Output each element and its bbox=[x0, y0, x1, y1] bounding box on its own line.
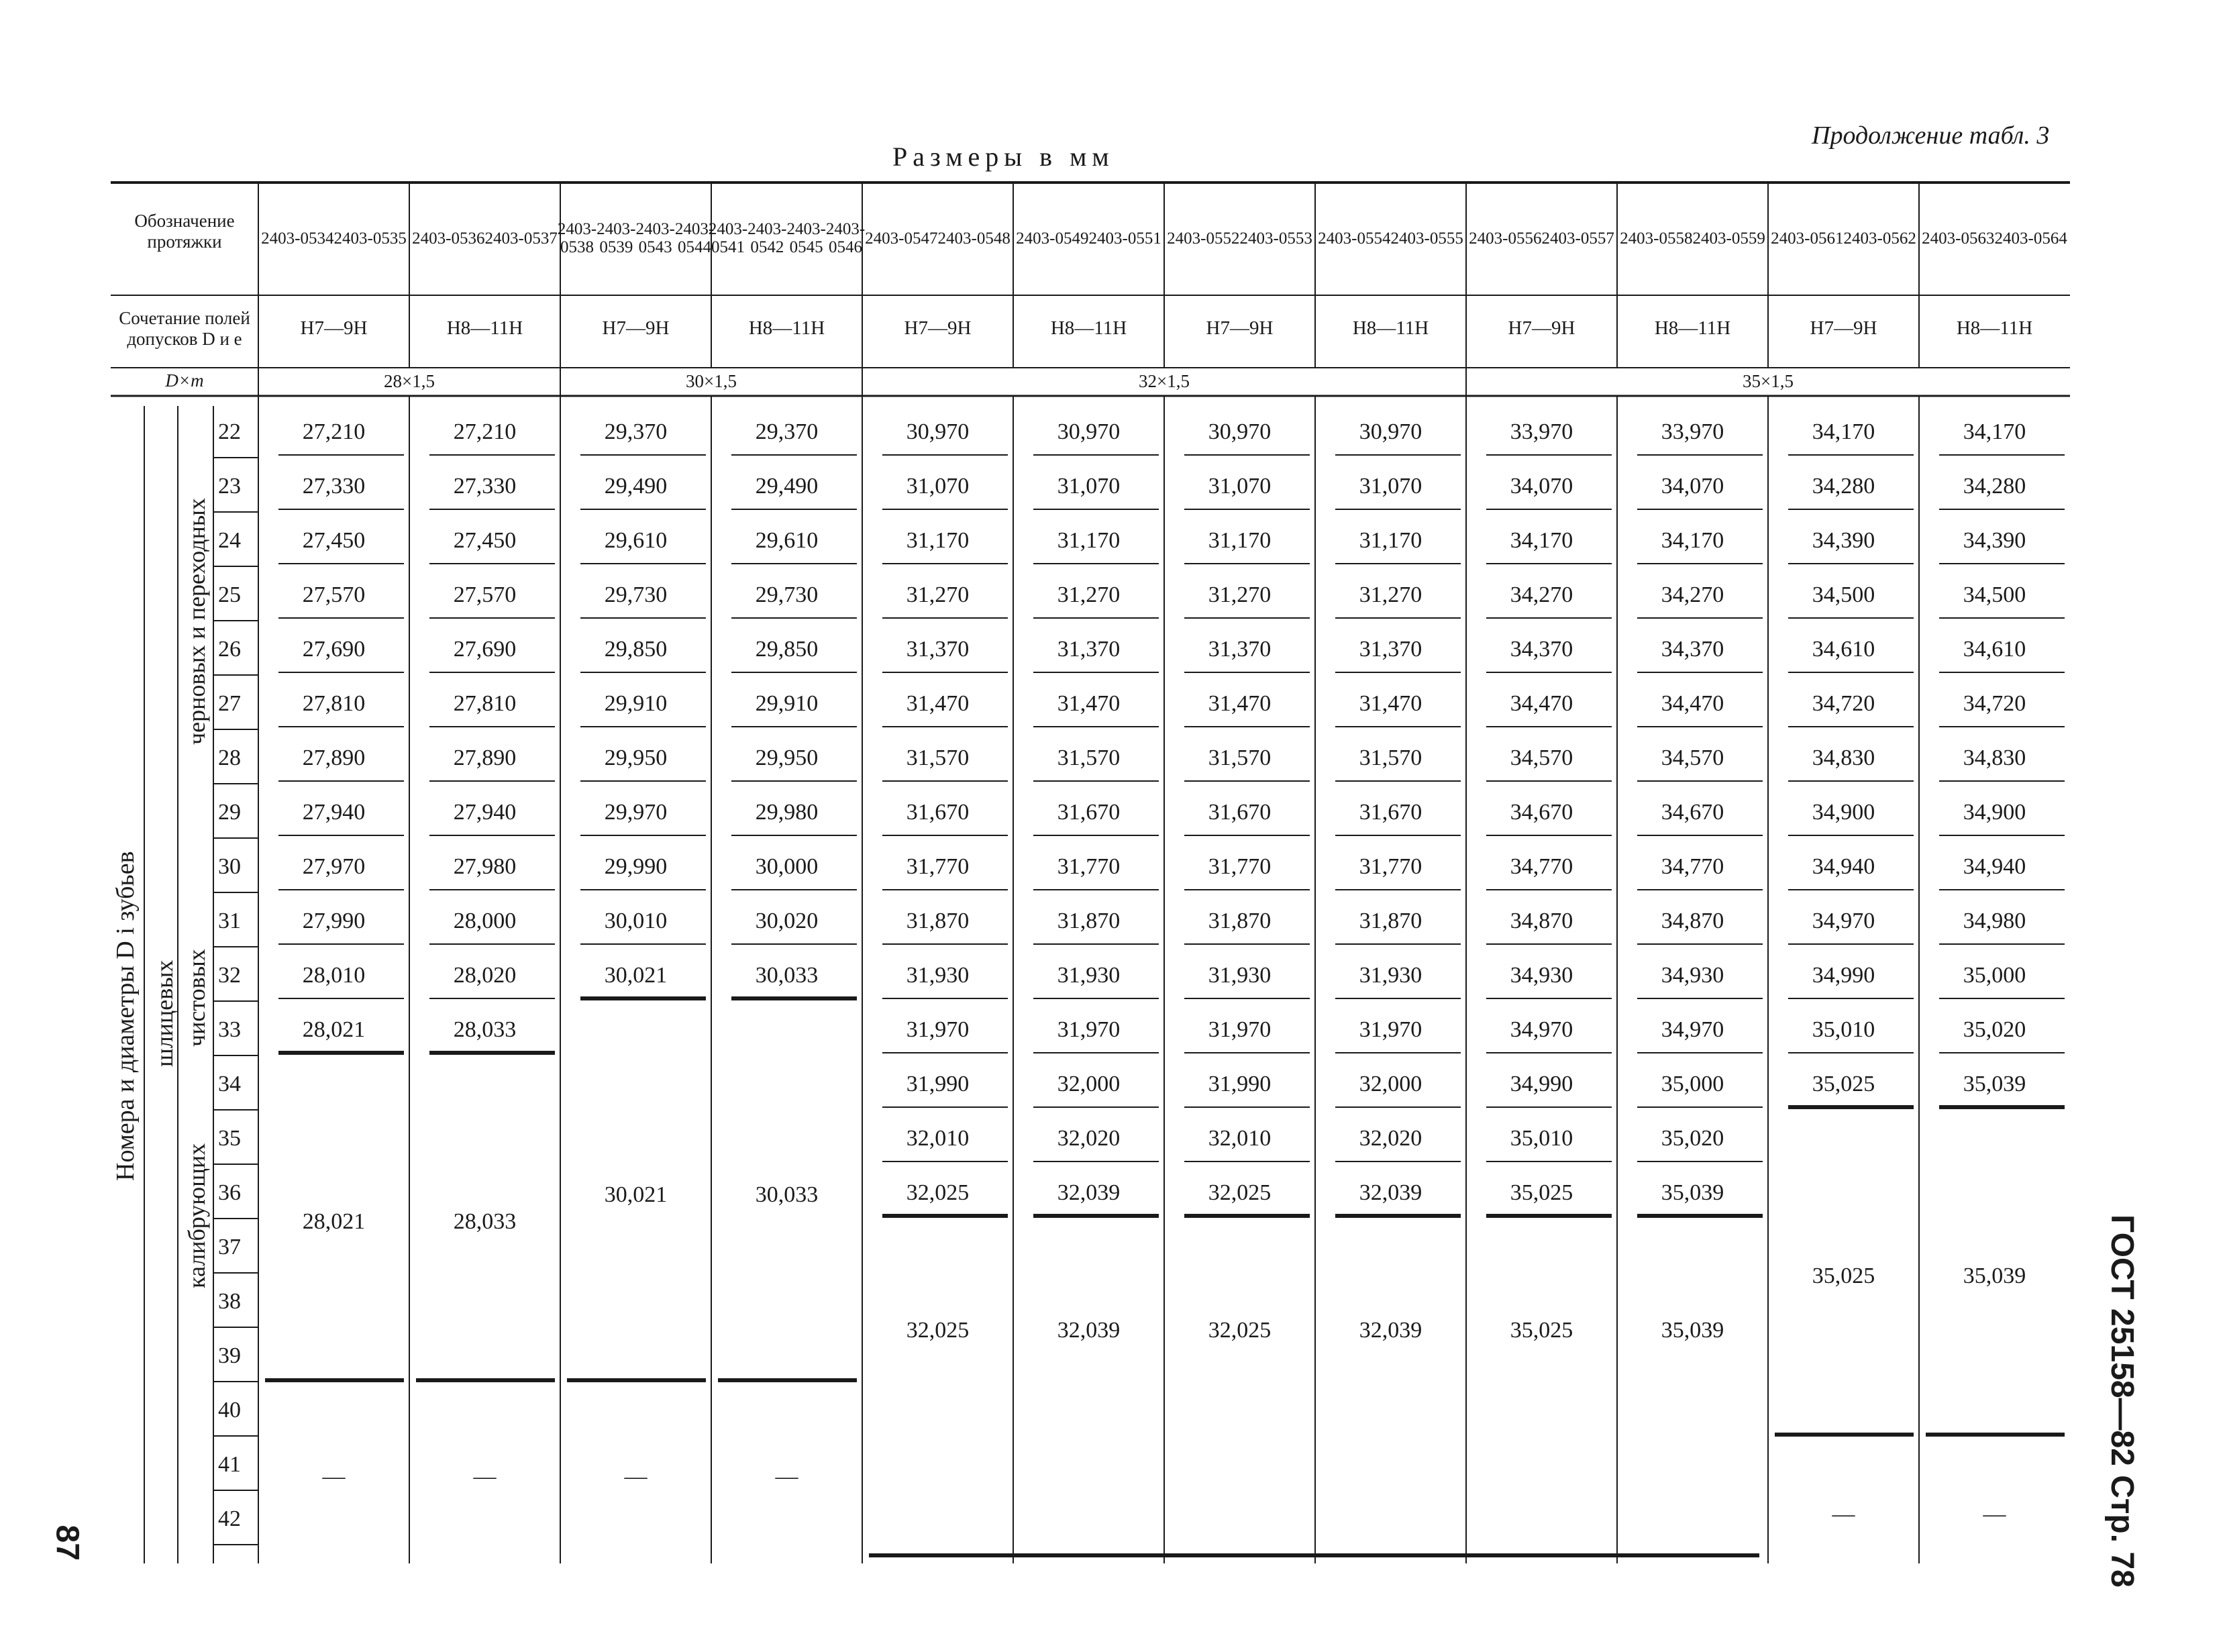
table-cell: 34,570 bbox=[1510, 745, 1573, 770]
table-cell: 35,000 bbox=[1963, 963, 2026, 988]
table-cell: 31,170 bbox=[906, 528, 970, 553]
designation-cell bbox=[1469, 195, 1614, 282]
row-number: 28 bbox=[218, 745, 241, 770]
table-cell: 30,970 bbox=[1208, 419, 1272, 444]
row-number: 26 bbox=[218, 637, 241, 662]
table-cell: 34,670 bbox=[1510, 800, 1573, 825]
empty-cell-dash: — bbox=[1832, 1502, 1855, 1527]
merged-cell: 35,025 bbox=[1510, 1318, 1573, 1343]
tolerance-cell: H7—9H bbox=[300, 317, 368, 340]
tolerance-cell: H7—9H bbox=[1508, 317, 1575, 340]
dm-group-cell: 35×1,5 bbox=[1743, 371, 1794, 392]
table-cell: 34,830 bbox=[1812, 745, 1875, 770]
table-cell: 31,970 bbox=[1208, 1017, 1272, 1042]
table-cell: 31,970 bbox=[1359, 1017, 1422, 1042]
table-cell: 31,470 bbox=[1208, 691, 1272, 716]
table-cell: 34,900 bbox=[1812, 800, 1875, 825]
table-cell: 31,570 bbox=[1208, 745, 1272, 770]
table-cell: 31,770 bbox=[1208, 854, 1272, 879]
tolerance-row-label: Сочетание полей допусков D и e bbox=[119, 307, 250, 349]
table-cell: 29,490 bbox=[604, 474, 668, 499]
table-cell: 30,021 bbox=[604, 963, 668, 988]
table-cell: 34,170 bbox=[1661, 528, 1724, 553]
designation-code: 2403-0535 bbox=[333, 229, 407, 248]
table-cell: 33,970 bbox=[1510, 419, 1573, 444]
table-cell: 34,390 bbox=[1963, 528, 2026, 553]
table-cell: 31,170 bbox=[1057, 528, 1121, 553]
merged-cell: 32,025 bbox=[906, 1318, 970, 1343]
table-cell: 27,890 bbox=[302, 745, 366, 770]
table-cell: 27,810 bbox=[453, 691, 517, 716]
table-cell: 29,610 bbox=[604, 528, 668, 553]
table-cell: 34,970 bbox=[1510, 1017, 1573, 1042]
table-cell: 34,370 bbox=[1510, 637, 1573, 662]
table-cell: 31,930 bbox=[1359, 963, 1422, 988]
designation-code: 2403-0549 bbox=[1016, 229, 1089, 248]
table-cell: 32,025 bbox=[1208, 1180, 1272, 1205]
table-cell: 31,070 bbox=[1208, 474, 1272, 499]
table-cell: 35,039 bbox=[1963, 1072, 2026, 1096]
table-cell: 31,870 bbox=[1057, 909, 1121, 933]
row-number: 30 bbox=[218, 854, 241, 879]
designation-code: 2403-0564 bbox=[1994, 229, 2067, 248]
table-cell: 31,370 bbox=[906, 637, 970, 662]
table-cell: 27,810 bbox=[302, 691, 366, 716]
table-cell: 27,330 bbox=[302, 474, 366, 499]
table-cell: 34,720 bbox=[1963, 691, 2026, 716]
designation-cell bbox=[1318, 195, 1463, 282]
table-cell: 31,870 bbox=[1208, 909, 1272, 933]
table-cell: 33,970 bbox=[1661, 419, 1724, 444]
table-cell: 34,610 bbox=[1963, 637, 2026, 662]
designation-code: 2403-0543 bbox=[635, 220, 675, 256]
table-cell: 31,930 bbox=[1208, 963, 1272, 988]
tolerance-cell: H8—11H bbox=[748, 317, 825, 340]
table-cell: 34,670 bbox=[1661, 800, 1724, 825]
table-cell: 31,930 bbox=[906, 963, 970, 988]
merged-cell: 32,039 bbox=[1359, 1318, 1422, 1343]
table-cell: 27,990 bbox=[302, 909, 366, 933]
dm-group-cell: 32×1,5 bbox=[1139, 371, 1190, 392]
table-cell: 32,000 bbox=[1359, 1072, 1422, 1096]
table-cell: 31,870 bbox=[906, 909, 970, 933]
table-cell: 27,690 bbox=[302, 637, 366, 662]
table-cell: 31,670 bbox=[906, 800, 970, 825]
designation-cell bbox=[1771, 195, 1916, 282]
row-number: 42 bbox=[218, 1506, 241, 1531]
table-cell: 31,070 bbox=[906, 474, 970, 499]
designation-code: 2403-0559 bbox=[1692, 229, 1765, 248]
dm-row-label: D×m bbox=[165, 370, 204, 391]
table-cell: 31,570 bbox=[906, 745, 970, 770]
table-cell: 31,070 bbox=[1057, 474, 1121, 499]
table-cell: 35,025 bbox=[1510, 1180, 1573, 1205]
designation-cell bbox=[261, 195, 407, 282]
table-cell: 31,990 bbox=[1208, 1072, 1272, 1096]
row-number: 25 bbox=[218, 582, 241, 607]
designation-code: 2403-0534 bbox=[261, 229, 334, 248]
merged-cell: 28,021 bbox=[302, 1209, 366, 1234]
table-cell: 32,000 bbox=[1057, 1072, 1121, 1096]
side-standard-text: ГОСТ 25158—82 Стр. 78 bbox=[2104, 1215, 2140, 1588]
table-cell: 30,033 bbox=[755, 963, 819, 988]
table-cell: 28,021 bbox=[302, 1017, 366, 1042]
row-number: 24 bbox=[218, 528, 241, 553]
table-cell: 31,070 bbox=[1359, 474, 1422, 499]
designation-code: 2403-0538 bbox=[557, 220, 597, 256]
designation-row-label: Обозначение протяжки bbox=[134, 210, 235, 252]
designation-code: 2403-0552 bbox=[1167, 229, 1240, 248]
table-cell: 34,570 bbox=[1661, 745, 1724, 770]
vertical-finish-label: чистовых bbox=[183, 949, 210, 1047]
table-cell: 31,470 bbox=[1057, 691, 1121, 716]
table-cell: 32,025 bbox=[906, 1180, 970, 1205]
table-cell: 31,970 bbox=[1057, 1017, 1121, 1042]
table-cell: 27,210 bbox=[302, 419, 366, 444]
designation-code: 2403-0553 bbox=[1239, 229, 1312, 248]
empty-cell-dash: — bbox=[775, 1464, 798, 1489]
designation-code: 2403-0563 bbox=[1922, 229, 1995, 248]
designation-code: 2403-0545 bbox=[786, 220, 826, 256]
table-cell: 31,470 bbox=[906, 691, 970, 716]
row-number: 29 bbox=[218, 800, 241, 825]
table-cell: 34,940 bbox=[1812, 854, 1875, 879]
table-cell: 29,730 bbox=[755, 582, 819, 607]
table-cell: 27,980 bbox=[453, 854, 517, 879]
table-cell: 27,450 bbox=[453, 528, 517, 553]
row-number: 27 bbox=[218, 691, 241, 716]
designation-code: 2403-0539 bbox=[597, 220, 636, 256]
tolerance-cell: H8—11H bbox=[446, 317, 523, 340]
empty-cell-dash: — bbox=[624, 1464, 648, 1489]
table-cell: 31,270 bbox=[1208, 582, 1272, 607]
table-cell: 27,690 bbox=[453, 637, 517, 662]
table-cell: 34,470 bbox=[1510, 691, 1573, 716]
table-cell: 34,830 bbox=[1963, 745, 2026, 770]
table-cell: 34,390 bbox=[1812, 528, 1875, 553]
table-cell: 34,070 bbox=[1510, 474, 1573, 499]
table-cell: 29,950 bbox=[755, 745, 819, 770]
table-cell: 27,970 bbox=[302, 854, 366, 879]
table-cell: 34,990 bbox=[1510, 1072, 1573, 1096]
table-cell: 34,270 bbox=[1510, 582, 1573, 607]
table-cell: 34,500 bbox=[1812, 582, 1875, 607]
dm-group-cell: 28×1,5 bbox=[384, 371, 435, 392]
designation-code: 2403-0551 bbox=[1088, 229, 1161, 248]
table-cell: 28,000 bbox=[453, 909, 517, 933]
table-cell: 31,270 bbox=[906, 582, 970, 607]
table-cell: 34,970 bbox=[1661, 1017, 1724, 1042]
table-cell: 34,870 bbox=[1510, 909, 1573, 933]
tolerance-cell: H8—11H bbox=[1352, 317, 1429, 340]
table-cell: 34,610 bbox=[1812, 637, 1875, 662]
table-cell: 29,490 bbox=[755, 474, 819, 499]
table-cell: 34,280 bbox=[1963, 474, 2026, 499]
table-cell: 31,170 bbox=[1359, 528, 1422, 553]
designation-code: 2403-0562 bbox=[1843, 229, 1916, 248]
table-cell: 31,270 bbox=[1359, 582, 1422, 607]
table-cell: 32,010 bbox=[1208, 1126, 1272, 1151]
page-number-text: 87 bbox=[49, 1525, 85, 1561]
table-cell: 31,570 bbox=[1359, 745, 1422, 770]
table-cell: 29,730 bbox=[604, 582, 668, 607]
table-cell: 31,770 bbox=[906, 854, 970, 879]
designation-code: 2403-0537 bbox=[484, 229, 558, 248]
table-cell: 34,770 bbox=[1661, 854, 1724, 879]
table-cell: 28,020 bbox=[453, 963, 517, 988]
table-cell: 31,770 bbox=[1359, 854, 1422, 879]
table-cell: 27,450 bbox=[302, 528, 366, 553]
table-cell: 31,670 bbox=[1057, 800, 1121, 825]
vertical-main-label: Номера и диаметры D i зубьев bbox=[111, 851, 140, 1181]
row-number: 22 bbox=[218, 419, 241, 444]
merged-cell: 28,033 bbox=[453, 1209, 517, 1234]
designation-code: 2403-0541 bbox=[708, 220, 748, 256]
merged-cell: 35,025 bbox=[1812, 1263, 1875, 1288]
table-cell: 34,470 bbox=[1661, 691, 1724, 716]
designation-cell bbox=[708, 195, 866, 282]
designation-code: 2403-0554 bbox=[1318, 229, 1391, 248]
designation-code: 2403-0558 bbox=[1620, 229, 1693, 248]
table-cell: 34,900 bbox=[1963, 800, 2026, 825]
table-cell: 32,020 bbox=[1359, 1126, 1422, 1151]
table-cell: 34,500 bbox=[1963, 582, 2026, 607]
table-cell: 31,570 bbox=[1057, 745, 1121, 770]
row-number: 40 bbox=[218, 1398, 241, 1423]
tolerance-cell: H8—11H bbox=[1050, 317, 1127, 340]
table-cell: 35,025 bbox=[1812, 1072, 1875, 1096]
designation-code: 2403-0557 bbox=[1541, 229, 1614, 248]
designation-code: 2403-0536 bbox=[412, 229, 485, 248]
table-cell: 29,370 bbox=[755, 419, 819, 444]
table-cell: 34,990 bbox=[1812, 963, 1875, 988]
row-number: 31 bbox=[218, 909, 241, 933]
tolerance-cell: H7—9H bbox=[602, 317, 670, 340]
table-cell: 34,930 bbox=[1661, 963, 1724, 988]
merged-cell: 35,039 bbox=[1963, 1263, 2026, 1288]
table-cell: 30,020 bbox=[755, 909, 819, 933]
table-cell: 32,039 bbox=[1057, 1180, 1121, 1205]
table-cell: 34,370 bbox=[1661, 637, 1724, 662]
table-cell: 29,980 bbox=[755, 800, 819, 825]
empty-cell-dash: — bbox=[322, 1464, 346, 1489]
table-cell: 30,970 bbox=[1057, 419, 1121, 444]
designation-cell bbox=[557, 195, 715, 282]
row-number: 34 bbox=[218, 1072, 241, 1096]
table-cell: 34,270 bbox=[1661, 582, 1724, 607]
table-cell: 34,970 bbox=[1812, 909, 1875, 933]
table-cell: 34,280 bbox=[1812, 474, 1875, 499]
merged-cell: 35,039 bbox=[1661, 1318, 1724, 1343]
designation-code: 2403-0542 bbox=[747, 220, 787, 256]
table-cell: 29,990 bbox=[604, 854, 668, 879]
table-cell: 27,210 bbox=[453, 419, 517, 444]
table-cell: 30,000 bbox=[755, 854, 819, 879]
table-cell: 31,370 bbox=[1057, 637, 1121, 662]
tolerance-cell: H8—11H bbox=[1654, 317, 1731, 340]
table-cell: 30,970 bbox=[1359, 419, 1422, 444]
designation-code: 2403-0556 bbox=[1469, 229, 1542, 248]
table-cell: 28,033 bbox=[453, 1017, 517, 1042]
merged-cell: 30,021 bbox=[604, 1182, 668, 1207]
table-cell: 27,890 bbox=[453, 745, 517, 770]
table-cell: 35,010 bbox=[1510, 1126, 1573, 1151]
table-cell: 30,010 bbox=[604, 909, 668, 933]
table-cell: 34,070 bbox=[1661, 474, 1724, 499]
continuation-label: Продолжение табл. 3 bbox=[1812, 121, 2050, 150]
table-cell: 31,370 bbox=[1208, 637, 1272, 662]
table-cell: 31,990 bbox=[906, 1072, 970, 1096]
designation-cell bbox=[865, 195, 1011, 282]
merged-cell: 30,033 bbox=[755, 1182, 819, 1207]
row-number: 33 bbox=[218, 1017, 241, 1042]
table-cell: 27,330 bbox=[453, 474, 517, 499]
table-cell: 34,930 bbox=[1510, 963, 1573, 988]
table-cell: 29,910 bbox=[604, 691, 668, 716]
table-cell: 35,010 bbox=[1812, 1017, 1875, 1042]
table-cell: 35,039 bbox=[1661, 1180, 1724, 1205]
table-cell: 32,039 bbox=[1359, 1180, 1422, 1205]
table-cell: 29,970 bbox=[604, 800, 668, 825]
dm-group-cell: 30×1,5 bbox=[686, 371, 737, 392]
table-cell: 31,270 bbox=[1057, 582, 1121, 607]
table-cell: 32,010 bbox=[906, 1126, 970, 1151]
designation-cell bbox=[1620, 195, 1765, 282]
row-number: 37 bbox=[218, 1235, 241, 1259]
table-cell: 31,970 bbox=[906, 1017, 970, 1042]
empty-cell-dash: — bbox=[473, 1464, 497, 1489]
tolerance-cell: H7—9H bbox=[1206, 317, 1274, 340]
table-cell: 35,000 bbox=[1661, 1072, 1724, 1096]
table-cell: 28,010 bbox=[302, 963, 366, 988]
table-cell: 34,170 bbox=[1812, 419, 1875, 444]
table-cell: 32,020 bbox=[1057, 1126, 1121, 1151]
table-cell: 27,940 bbox=[302, 800, 366, 825]
designation-cell bbox=[1922, 195, 2067, 282]
table-cell: 29,850 bbox=[755, 637, 819, 662]
table-cell: 35,020 bbox=[1661, 1126, 1724, 1151]
table-cell: 34,770 bbox=[1510, 854, 1573, 879]
designation-code: 2403-0548 bbox=[937, 229, 1011, 248]
table-cell: 34,170 bbox=[1963, 419, 2026, 444]
table-cell: 27,570 bbox=[302, 582, 366, 607]
table-cell: 31,670 bbox=[1359, 800, 1422, 825]
merged-cell: 32,039 bbox=[1057, 1318, 1121, 1343]
designation-code: 2403-0544 bbox=[674, 220, 715, 256]
designation-cell bbox=[1016, 195, 1161, 282]
table-cell: 34,720 bbox=[1812, 691, 1875, 716]
row-number: 38 bbox=[218, 1289, 241, 1314]
table-cell: 34,870 bbox=[1661, 909, 1724, 933]
table-cell: 29,370 bbox=[604, 419, 668, 444]
row-number: 39 bbox=[218, 1343, 241, 1368]
vertical-calibr-label: калибрующих bbox=[183, 1143, 210, 1288]
table-cell: 31,170 bbox=[1208, 528, 1272, 553]
table-cell: 34,170 bbox=[1510, 528, 1573, 553]
table-cell: 29,910 bbox=[755, 691, 819, 716]
table-cell: 35,020 bbox=[1963, 1017, 2026, 1042]
empty-cell-dash: — bbox=[1983, 1502, 2006, 1527]
table-cell: 27,940 bbox=[453, 800, 517, 825]
designation-code: 2403-0546 bbox=[825, 220, 866, 256]
row-number: 41 bbox=[218, 1452, 241, 1477]
vertical-spline-label: шлицевых bbox=[151, 960, 178, 1067]
designation-code: 2403-0547 bbox=[865, 229, 938, 248]
table-cell: 29,850 bbox=[604, 637, 668, 662]
designation-code: 2403-0555 bbox=[1390, 229, 1463, 248]
tolerance-cell: H7—9H bbox=[1810, 317, 1877, 340]
table-cell: 34,980 bbox=[1963, 909, 2026, 933]
designation-cell bbox=[1167, 195, 1312, 282]
merged-cell: 32,025 bbox=[1208, 1318, 1272, 1343]
row-number: 32 bbox=[218, 963, 241, 988]
table-cell: 29,950 bbox=[604, 745, 668, 770]
table-cell: 30,970 bbox=[906, 419, 970, 444]
table-cell: 27,570 bbox=[453, 582, 517, 607]
table-cell: 31,930 bbox=[1057, 963, 1121, 988]
table-cell: 31,670 bbox=[1208, 800, 1272, 825]
table-cell: 31,470 bbox=[1359, 691, 1422, 716]
vertical-rough-label: черновых и переходных bbox=[183, 498, 210, 745]
row-number: 36 bbox=[218, 1180, 241, 1205]
designation-cell bbox=[412, 195, 558, 282]
table-cell: 29,610 bbox=[755, 528, 819, 553]
table-cell: 31,870 bbox=[1359, 909, 1422, 933]
units-caption: Размеры в мм bbox=[892, 142, 1115, 172]
tolerance-cell: H7—9H bbox=[904, 317, 972, 340]
tolerance-cell: H8—11H bbox=[1956, 317, 2033, 340]
row-number: 23 bbox=[218, 474, 241, 499]
row-number: 35 bbox=[218, 1126, 241, 1151]
table-cell: 31,770 bbox=[1057, 854, 1121, 879]
table-cell: 31,370 bbox=[1359, 637, 1422, 662]
table-cell: 34,940 bbox=[1963, 854, 2026, 879]
designation-code: 2403-0561 bbox=[1771, 229, 1844, 248]
